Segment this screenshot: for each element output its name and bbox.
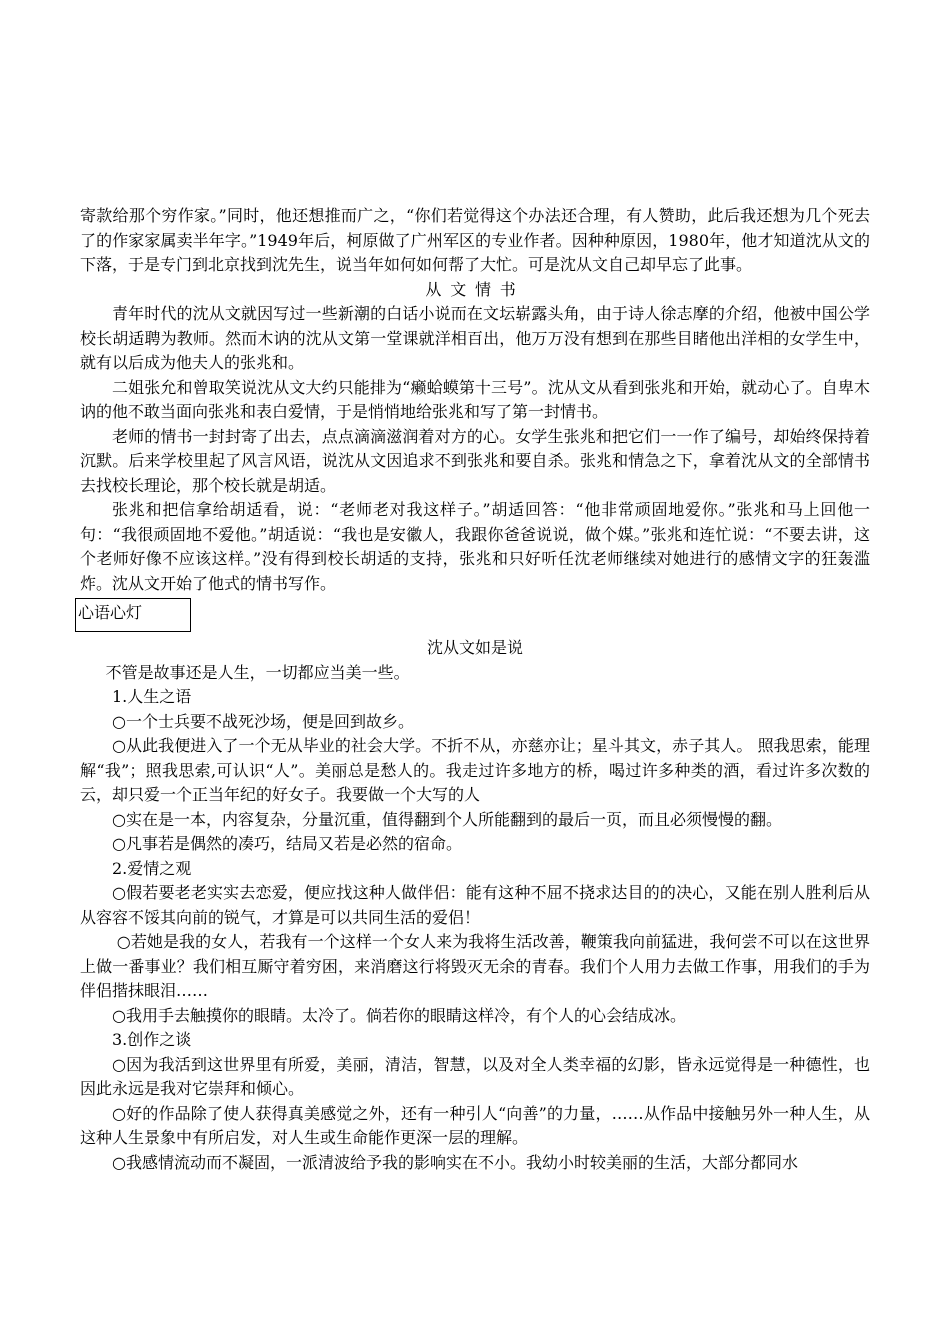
section3-heading: 3.创作之谈 xyxy=(112,1030,192,1049)
section-title-love-letters: 从文情书 xyxy=(425,279,525,299)
love-letters-paragraph-1: 青年时代的沈从文就因写过一些新潮的白话小说而在文坛崭露头角，由于诗人徐志摩的介绍，他被中国公学校长胡适聘为教师。然而木讷的沈从文第一堂课就洋相百出，他万万没有想到在那些目睹他出洋相的女学生中，就有以后成为他夫人的张兆和。 xyxy=(80,304,870,372)
love-letters-paragraph-3: 老师的情书一封封寄了出去，点点滴滴滋润着对方的心。女学生张兆和把它们一一作了编号，却始终保持着沉默。后来学校里起了风言风语，说沈从文因追求不到张兆和要自杀。张兆和情急之下，拿着沈从文的全部情书去找校长理论，那个校长就是胡适。 xyxy=(80,426,870,495)
section3-item-2: ○好的作品除了使人获得真美感觉之外，还有一种引人“向善”的力量，……从作品中接触另外一种人生，从这种人生景象中有所启发，对人生或生命能作更深一层的理解。 xyxy=(80,1103,870,1147)
section2-item-1: ○假若要老老实实去恋爱，便应找这种人做伴侣：能有这种不屈不挠求达目的的决心，又能在别人胜利后从从容容不馁其向前的锐气，才算是可以共同生活的爱侣！ xyxy=(80,883,870,927)
section1-item-3: ○实在是一本，内容复杂，分量沉重，值得翻到个人所能翻到的最后一页，而且必须慢慢的翻。 xyxy=(112,809,782,829)
heart-lamp-box: 心语心灯 xyxy=(75,598,191,632)
section1-item-4: ○凡事若是偶然的凑巧，结局又若是必然的宿命。 xyxy=(112,834,462,853)
section-title-quotes: 沈从文如是说 xyxy=(426,638,523,657)
document-page xyxy=(80,204,870,1175)
section2-item-2: ○若她是我的女人，若我有一个这样一个女人来为我将生活改善，鞭策我向前猛进，我何尝不可以在这世界上做一番事业？我们相互厮守着穷困，来消磨这行将毁灭无余的青春。我们个人用力去做工作事，用我们的手为伴侣揩抹眼泪…… xyxy=(80,932,870,1000)
section3-item-3: ○我感情流动而不凝固，一派清波给予我的影响实在不小。我幼小时较美丽的生活，大部分都同水 xyxy=(112,1152,798,1172)
section1-heading: 1.人生之语 xyxy=(112,687,192,706)
section3-item-1: ○因为我活到这世界里有所爱，美丽，清洁，智慧，以及对全人类幸福的幻影，皆永远觉得是一种德性，也因此永远是我对它崇拜和倾心。 xyxy=(80,1054,870,1098)
heart-lamp-box-row xyxy=(80,596,870,636)
section2-heading: 2.爱情之观 xyxy=(112,858,192,878)
section1-item-1: ○一个士兵要不战死沙场，便是回到故乡。 xyxy=(112,711,414,731)
love-letters-paragraph-4: 张兆和把信拿给胡适看，说：“老师老对我这样子。”胡适回答：“他非常顽固地爱你。”张兆和马上回他一句：“我很顽固地不爱他。”胡适说：“我也是安徽人，我跟你爸爸说说，做个媒。”张兆和连忙说：“不要去讲，这个老师好像不应该这样。”没有得到校长胡适的支持，张兆和只好听任沈老师继续对她进行的感情文字的狂轰滥炸。沈从文开始了他式的情书写作。 xyxy=(80,500,870,593)
section2-item-3: ○我用手去触摸你的眼睛。太冷了。倘若你的眼睛这样冷，有个人的心会结成冰。 xyxy=(112,1005,686,1025)
intro-paragraph: 寄款给那个穷作家。”同时，他还想推而广之，“你们若觉得这个办法还合理，有人赞助，此后我还想为几个死去了的作家家属卖半年字。”1949年后，柯原做了广州军区的专业作者。因种种原因，1980年，他才知道沈从文的下落，于是专门到北京找到沈先生，说当年如何如何帮了大忙。可是沈从文自己却早忘了此事。 xyxy=(80,206,870,274)
quotes-lead: 不管是故事还是人生，一切都应当美一些。 xyxy=(105,662,410,682)
section1-item-2: ○从此我便进入了一个无从毕业的社会大学。不折不从，亦慈亦让；星斗其文，赤子其人。 照我思索，能理解“我”；照我思索,可认识“人”。美丽总是愁人的。我走过许多地方的桥，喝过许多种类的酒，看过许多次数的云，却只爱一个正当年纪的好女子。我要做一个大写的人 xyxy=(80,736,870,804)
love-letters-paragraph-2: 二姐张允和曾取笑说沈从文大约只能排为“癞蛤蟆第十三号”。沈从文从看到张兆和开始，就动心了。自卑木讷的他不敢当面向张兆和表白爱情，于是悄悄地给张兆和写了第一封情书。 xyxy=(80,377,870,421)
